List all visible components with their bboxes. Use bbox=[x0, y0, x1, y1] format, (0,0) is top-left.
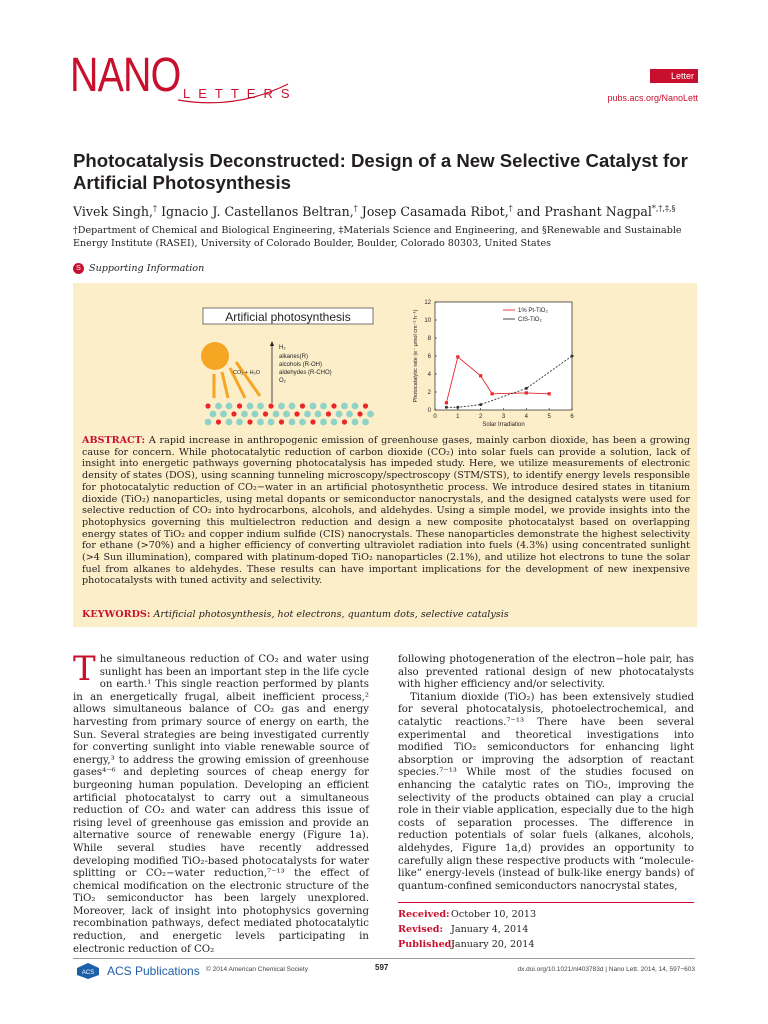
toc-graphic bbox=[200, 298, 580, 430]
lattice-atom bbox=[289, 403, 296, 410]
y-tick-label: 8 bbox=[427, 336, 431, 342]
x-tick-label: 0 bbox=[433, 414, 437, 420]
page-number: 597 bbox=[375, 963, 389, 972]
y-tick-label: 4 bbox=[427, 372, 431, 378]
lattice-atom bbox=[205, 419, 212, 426]
lattice-atom bbox=[320, 419, 327, 426]
toc-product-2: alkanes(R) bbox=[279, 354, 309, 360]
lattice-atom bbox=[273, 411, 280, 418]
x-tick-label: 3 bbox=[501, 414, 506, 420]
data-point bbox=[479, 374, 482, 377]
lattice-atom bbox=[367, 411, 374, 418]
author-name: Vivek Singh, bbox=[73, 204, 154, 220]
author-affiliation-mark: † bbox=[353, 204, 358, 213]
lattice-atom bbox=[289, 419, 296, 426]
data-point bbox=[525, 387, 528, 390]
y-tick-label: 6 bbox=[427, 354, 431, 360]
publisher-name: ACS Publications bbox=[107, 964, 200, 978]
lattice-atom bbox=[226, 419, 233, 426]
lattice-atom bbox=[357, 411, 362, 416]
lattice-atom bbox=[352, 403, 359, 410]
published-date: January 20, 2014 bbox=[451, 939, 535, 950]
lattice-atom bbox=[220, 411, 227, 418]
footer-divider bbox=[73, 958, 695, 959]
data-point bbox=[479, 403, 482, 406]
lattice-atom bbox=[342, 419, 347, 424]
author-affiliation-mark: † bbox=[508, 204, 513, 213]
lattice-atom bbox=[336, 411, 343, 418]
lattice-atom bbox=[315, 411, 322, 418]
lattice-atom bbox=[257, 419, 264, 426]
doi-citation[interactable]: dx.doi.org/10.1021/nl403783d | Nano Lett. 2014, 14, 597−603 bbox=[517, 966, 695, 973]
legend-label: CIS-TiO₂ bbox=[518, 317, 542, 323]
journal-logo-nano: NANO bbox=[70, 49, 181, 102]
tio2-lattice bbox=[205, 403, 374, 426]
lattice-atom bbox=[263, 411, 268, 416]
x-tick-label: 6 bbox=[570, 414, 574, 420]
lattice-atom bbox=[210, 411, 217, 418]
author-name: and Prashant Nagpal bbox=[516, 204, 652, 220]
toc-product-4: aldehydes (R-CHO) bbox=[279, 370, 332, 376]
supporting-info-link[interactable] bbox=[73, 263, 204, 274]
lattice-atom bbox=[247, 403, 254, 410]
toc-product-3: alcohols (R-OH) bbox=[279, 362, 323, 368]
author-affiliation-mark: *,†,‡,§ bbox=[651, 204, 676, 213]
abstract bbox=[82, 435, 690, 587]
body-column-2 bbox=[398, 654, 694, 893]
drop-cap: T bbox=[73, 649, 96, 689]
lattice-atom bbox=[310, 419, 315, 424]
received-label: Received: bbox=[398, 909, 450, 920]
body-column-1 bbox=[73, 649, 369, 956]
toc-product-5: O₂ bbox=[279, 378, 286, 384]
data-point bbox=[456, 355, 459, 358]
keywords-text: Artificial photosynthesis, hot electrons, quantum dots, selective catalysis bbox=[153, 609, 509, 620]
lattice-atom bbox=[346, 411, 353, 418]
lattice-atom bbox=[236, 419, 243, 426]
lattice-atom bbox=[231, 411, 236, 416]
lattice-atom bbox=[226, 403, 233, 410]
lattice-atom bbox=[257, 403, 264, 410]
toc-panel-title: Artificial photosynthesis bbox=[225, 310, 351, 324]
toc-product-1: H₂ bbox=[279, 345, 286, 351]
y-axis-label: Photocatalytic rate (e⁻ μmol cm⁻² h⁻¹) bbox=[413, 309, 419, 403]
lattice-atom bbox=[310, 403, 317, 410]
lattice-atom bbox=[331, 419, 338, 426]
article-title: Photocatalysis Deconstructed: Design of a New Selective Catalyst for Artificial Photosynthesis bbox=[73, 150, 688, 193]
keywords bbox=[82, 609, 690, 620]
article-type-badge: Letter bbox=[650, 69, 698, 83]
revised-date: January 4, 2014 bbox=[451, 924, 529, 935]
lattice-atom bbox=[268, 419, 275, 426]
received-date: October 10, 2013 bbox=[451, 909, 537, 920]
lattice-atom bbox=[205, 403, 210, 408]
dates-divider bbox=[398, 902, 694, 903]
lattice-atom bbox=[268, 403, 273, 408]
author-name: Ignacio J. Castellanos Beltran, bbox=[161, 204, 354, 220]
publication-dates bbox=[398, 907, 536, 952]
y-tick-label: 12 bbox=[424, 300, 431, 306]
data-point bbox=[525, 391, 528, 394]
lattice-atom bbox=[215, 403, 222, 410]
data-point bbox=[571, 355, 574, 358]
body-paragraph: following photogeneration of the electron−hole pair, has also prevented rational design of new photocatalysts with higher efficiency and/or selectivity. bbox=[398, 654, 694, 691]
lattice-atom bbox=[300, 403, 305, 408]
x-axis-label: Solar Irradiation bbox=[482, 422, 525, 428]
author-affiliation-mark: † bbox=[153, 204, 158, 213]
journal-logo-letters: LETTERS bbox=[183, 86, 298, 101]
data-point bbox=[445, 401, 448, 404]
toc-reaction: CO₂ + H₂O bbox=[233, 370, 261, 376]
photocatalytic-rate-chart bbox=[413, 300, 574, 428]
lattice-atom bbox=[283, 411, 290, 418]
lattice-atom bbox=[279, 419, 284, 424]
lattice-atom bbox=[278, 403, 285, 410]
lattice-atom bbox=[341, 403, 348, 410]
lattice-atom bbox=[294, 411, 299, 416]
lattice-atom bbox=[320, 403, 327, 410]
lattice-atom bbox=[237, 403, 242, 408]
data-point bbox=[445, 406, 448, 409]
lattice-atom bbox=[216, 419, 221, 424]
lattice-atom bbox=[326, 411, 331, 416]
lattice-atom bbox=[363, 403, 368, 408]
y-tick-label: 10 bbox=[424, 318, 431, 324]
lattice-atom bbox=[252, 411, 259, 418]
svg-text:ACS: ACS bbox=[81, 970, 95, 976]
acs-publications-logo[interactable] bbox=[75, 962, 200, 980]
abstract-label: ABSTRACT: bbox=[82, 435, 146, 446]
author-name: Josep Casamada Ribot, bbox=[361, 204, 509, 220]
toc-illustration bbox=[201, 308, 374, 425]
keywords-label: KEYWORDS: bbox=[82, 609, 151, 620]
journal-url-link[interactable]: pubs.acs.org/NanoLett bbox=[607, 93, 698, 103]
acs-hexagon-icon bbox=[75, 962, 101, 980]
author-list bbox=[73, 200, 713, 220]
supporting-info-label: Supporting Information bbox=[89, 263, 205, 274]
body-paragraph: Titanium dioxide (TiO₂) has been extensively studied for several photocatalysis, photoelectrochemical, and catalytic reactions.⁷⁻¹³ There have been several experimental and theoretical investigations into modified TiO₂ semiconductors for enhancing light absorption or improving the adsorption of reactant species.⁷⁻¹³ While most of the studies focused on enhancing the catalytic rates on TiO₂, improving the selectivity of the products obtained can play a crucial role in their viable application, especially due to the high costs of separation processes. The difference in reduction potentials of solar fuels (alkanes, alcohols, aldehydes, Figure 1a,d) provides an opportunity to carefully align these respective products with “molecule-like” energy-levels (instead of bulk-like energy bands) of quantum-confined semiconductors nanocrystal states, bbox=[398, 691, 694, 892]
data-point bbox=[490, 392, 493, 395]
lattice-atom bbox=[331, 403, 336, 408]
lattice-atom bbox=[362, 419, 369, 426]
abstract-text: A rapid increase in anthropogenic emission of greenhouse gases, mainly carbon dioxide, has been a growing cause for concern. While photocatalytic reduction of carbon dioxide (CO₂) into solar fuels can provide a solution, lack of insight into energetic pathways governing photocatalysis has impeded study. Here, we utilize measurements of electronic density of states (DOS), using scanning tunneling microscopy/spectroscopy (STM/STS), to identify energy levels responsible for photocatalytic reduction of CO₂−water in an artificial photosynthetic process. We introduce desired states in titanium dioxide (TiO₂) nanoparticles, using metal dopants or semiconductor nanocrystals, and the designed catalysts were used for selective reduction of CO₂ into hydrocarbons, alcohols, and aldehydes. Using a simple model, we provide insights into the photophysics governing this multielectron reduction and design a new composite photocatalyst based on overlapping energy states of TiO₂ and copper indium sulfide (CIS) nanocrystals. These nanoparticles demonstrate the highest selectivity for ethane (>70%) and a higher efficiency of converting ultraviolet radiation into fuels (4.3%) using concentrated sunlight (>4 Sun illumination), compared with platinum-doped TiO₂ nanoparticles (2.1%), and utilize hot electrons to tune the solar fuel from alkanes to aldehydes. These results can have important implications for the development of new inexpensive photocatalysts with tuned activity and selectivity. bbox=[82, 435, 690, 587]
lattice-atom bbox=[241, 411, 248, 418]
x-tick-label: 1 bbox=[456, 414, 460, 420]
lattice-atom bbox=[352, 419, 359, 426]
x-tick-label: 2 bbox=[478, 414, 483, 420]
data-point bbox=[456, 406, 459, 409]
published-label: Published: bbox=[398, 939, 455, 950]
x-tick-label: 5 bbox=[547, 414, 551, 420]
lattice-atom bbox=[299, 419, 306, 426]
revised-label: Revised: bbox=[398, 924, 444, 935]
lattice-atom bbox=[247, 419, 252, 424]
x-tick-label: 4 bbox=[524, 414, 529, 420]
body-paragraph: he simultaneous reduction of CO₂ and water using sunlight has been an important step in the life cycle on earth.¹ This single reaction performed by plants in an energetically frugal, albeit inefficient process,² allows simultaneous balance of CO₂ gas and energy harvesting from primary source of energy on earth, the Sun. Several strategies are being investigated currently for converting sunlight into viable renewable source of energy,³ to address the growing emission of greenhouse gases⁴⁻⁶ and depleting sources of cheap energy for burgeoning human population. Developing an efficient artificial photocatalyst to carry out a simultaneous reduction of CO₂ and water can address this issue of rising level of greenhouse gas emission and provide an alternative source of renewable energy (Figure 1a). While several studies have recently addressed developing modified TiO₂-based photocatalysts for water splitting or CO₂−water reduction,⁷⁻¹³ the effect of chemical modification on the electronic structure of the TiO₂ semiconductor has been largely unexplored. Moreover, lack of insight into photophysics governing recombination pathways, defect mediated photocatalytic reduction, and energetic levels participating in electronic reduction of CO₂ bbox=[73, 654, 369, 955]
data-point bbox=[548, 392, 551, 395]
copyright: © 2014 American Chemical Society bbox=[206, 966, 308, 973]
sun-icon bbox=[201, 342, 229, 370]
supporting-info-icon: S bbox=[73, 263, 84, 274]
y-tick-label: 2 bbox=[427, 390, 431, 396]
affiliations: †Department of Chemical and Biological Engineering, ‡Materials Science and Engineering, and §Renewable and Sustainable Energy Institute (RASEI), University of Colorado Boulder, Boulder, Colorado 80303, United States bbox=[73, 225, 682, 249]
y-tick-label: 0 bbox=[427, 408, 431, 414]
lattice-atom bbox=[304, 411, 311, 418]
legend-label: 1% Pt-TiO₂ bbox=[518, 308, 548, 314]
